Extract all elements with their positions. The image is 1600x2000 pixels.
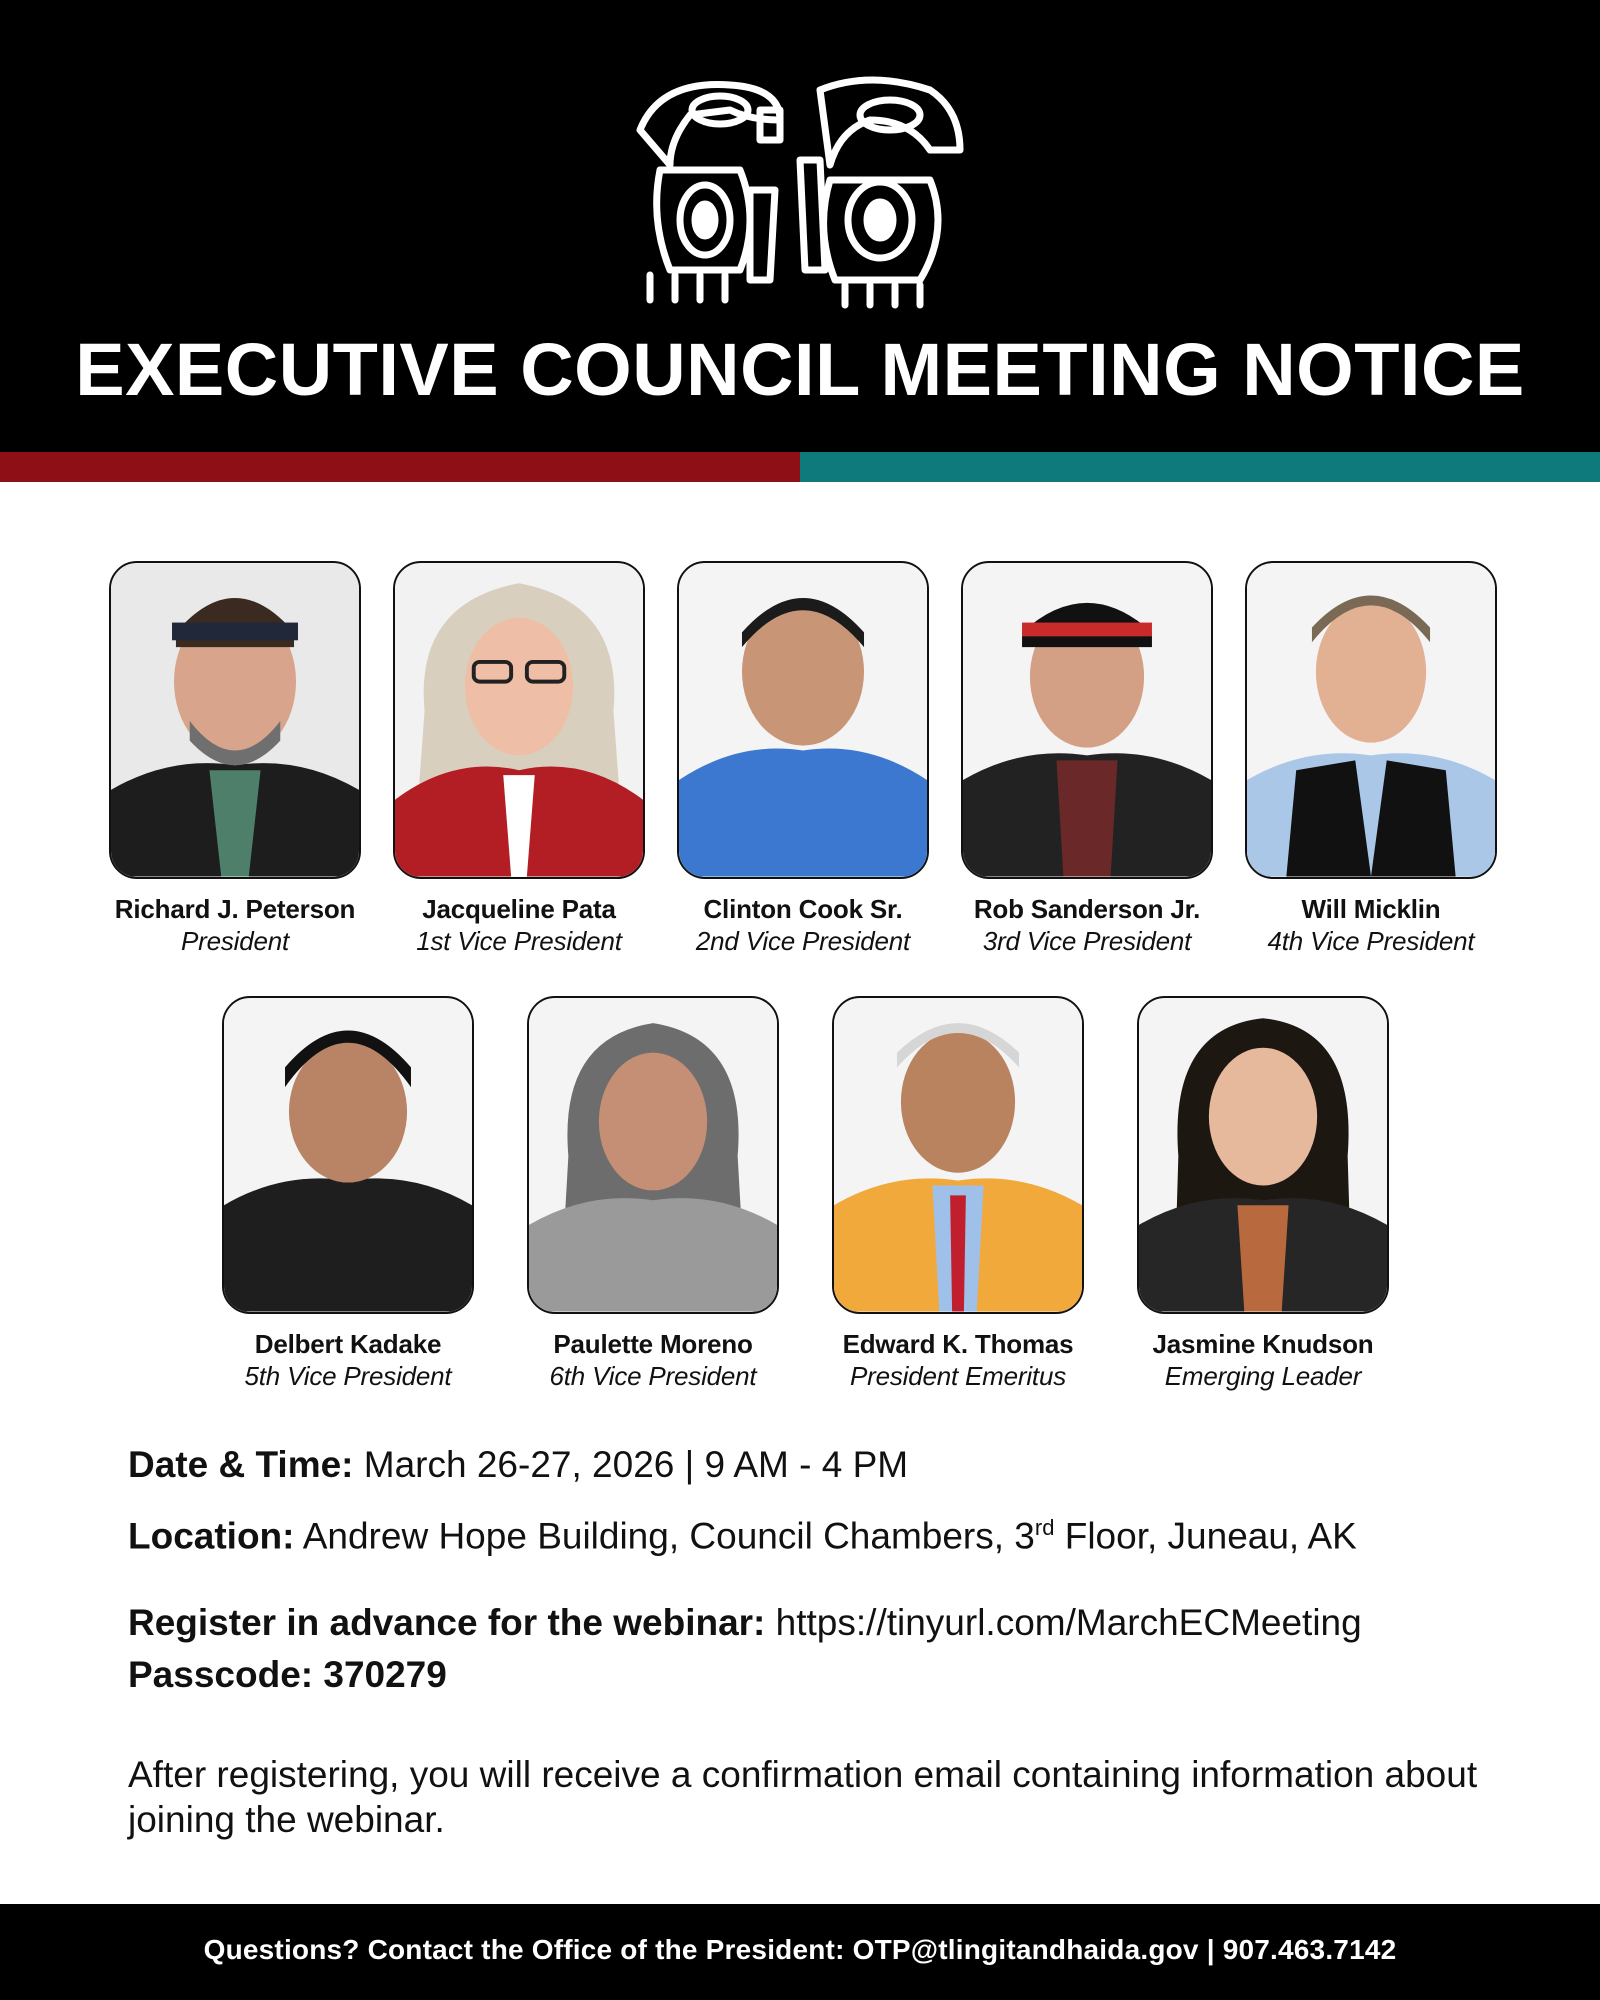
- member-photo: [393, 561, 645, 879]
- member-card: [813, 996, 1103, 1392]
- member-card: [90, 561, 380, 957]
- location-value-end: Floor, Juneau, AK: [1054, 1515, 1357, 1557]
- member-name: Jasmine Knudson: [1152, 1329, 1374, 1359]
- member-photo: [1137, 996, 1389, 1314]
- member-role: 5th Vice President: [244, 1361, 452, 1391]
- member-photo: [527, 996, 779, 1314]
- accent-stripe-teal: [800, 452, 1600, 482]
- member-role: President Emeritus: [849, 1361, 1067, 1391]
- register-line: [128, 1602, 1362, 1644]
- member-card: [508, 996, 798, 1392]
- tlingit-haida-formline-crest-icon: [630, 70, 970, 310]
- member-photo: [1245, 561, 1497, 879]
- member-photo: [961, 561, 1213, 879]
- member-role: 1st Vice President: [416, 926, 622, 956]
- registration-note: After registering, you will receive a confirmation email containing information about joining the webinar.: [128, 1754, 1478, 1840]
- member-role: President: [180, 926, 290, 956]
- member-name: Edward K. Thomas: [842, 1329, 1074, 1359]
- member-name: Rob Sanderson Jr.: [973, 894, 1201, 924]
- member-role: 3rd Vice President: [982, 926, 1192, 956]
- datetime-value: March 26-27, 2026 | 9 AM - 4 PM: [353, 1444, 909, 1485]
- register-link[interactable]: https://tinyurl.com/MarchECMeeting: [765, 1602, 1362, 1643]
- member-name: Paulette Moreno: [553, 1329, 753, 1359]
- member-role: 6th Vice President: [549, 1361, 757, 1391]
- contact-info: Questions? Contact the Office of the President: OTP@tlingitandhaida.gov | 907.463.7142: [203, 1934, 1397, 1965]
- member-role: 2nd Vice President: [695, 926, 911, 956]
- location-superscript: rd: [1034, 1515, 1055, 1540]
- member-photo: [832, 996, 1084, 1314]
- member-name: Will Micklin: [1301, 894, 1441, 924]
- location-line: [128, 1515, 1357, 1557]
- member-card: [1118, 996, 1408, 1392]
- location-value: Andrew Hope Building, Council Chambers, 3: [294, 1515, 1035, 1557]
- location-label: Location:: [128, 1515, 295, 1557]
- member-name: Delbert Kadake: [254, 1329, 442, 1359]
- header-banner: [0, 0, 1600, 452]
- member-name: Clinton Cook Sr.: [703, 894, 903, 924]
- member-photo: [109, 561, 361, 879]
- member-photo: [222, 996, 474, 1314]
- member-card: [203, 996, 493, 1392]
- accent-stripe-red: [0, 452, 800, 482]
- datetime-label: Date & Time:: [128, 1444, 354, 1485]
- member-card: [374, 561, 664, 957]
- member-name: Richard J. Peterson: [114, 894, 356, 924]
- register-label: Register in advance for the webinar:: [128, 1602, 766, 1643]
- datetime-line: [128, 1444, 908, 1486]
- passcode-line: [128, 1654, 447, 1696]
- footer-bar: [0, 1904, 1600, 2000]
- member-card: [942, 561, 1232, 957]
- member-role: 4th Vice President: [1267, 926, 1475, 956]
- member-name: Jacqueline Pata: [422, 894, 616, 924]
- member-role: Emerging Leader: [1164, 1361, 1362, 1391]
- member-card: [1226, 561, 1516, 957]
- passcode-label: Passcode: 370279: [128, 1654, 447, 1695]
- member-card: [658, 561, 948, 957]
- page-title: EXECUTIVE COUNCIL MEETING NOTICE: [75, 328, 1525, 411]
- member-photo: [677, 561, 929, 879]
